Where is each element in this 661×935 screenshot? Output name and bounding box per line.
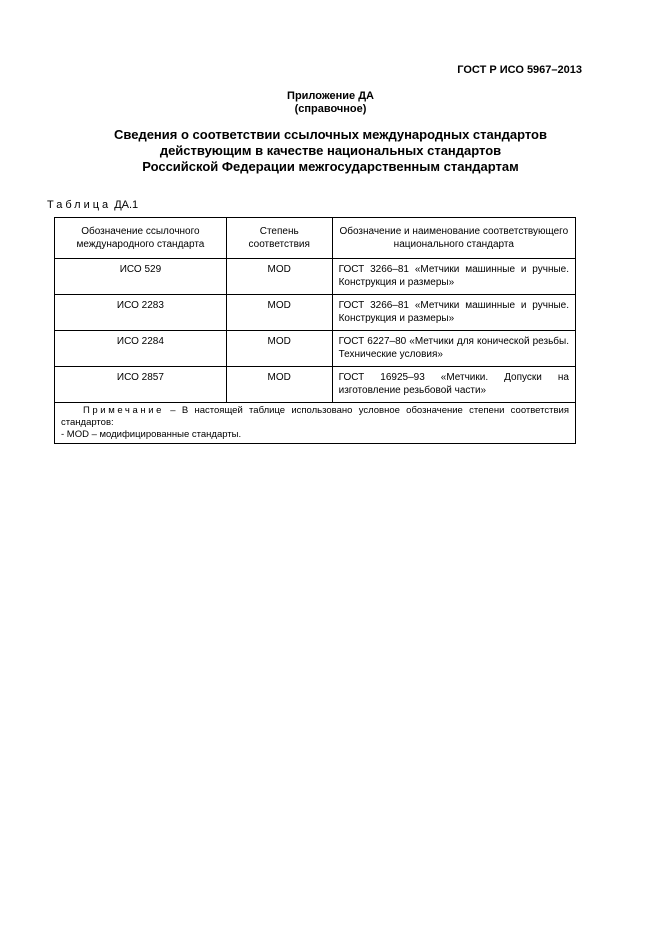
note-text bbox=[61, 405, 569, 429]
cell-international-standard: ИСО 2283 bbox=[55, 295, 227, 331]
column-header-degree: Степень соответствия bbox=[226, 218, 332, 259]
table-caption-number: ДА.1 bbox=[114, 199, 139, 211]
table-caption bbox=[47, 199, 138, 211]
column-header-national: Обозначение и наименование соответствующего национального стандарта bbox=[332, 218, 575, 259]
table-row bbox=[55, 295, 576, 331]
cell-national-standard: ГОСТ 3266–81 «Метчики машинные и ручные. Конструкция и размеры» bbox=[332, 295, 575, 331]
column-header-international: Обозначение ссылочного международного стандарта bbox=[55, 218, 227, 259]
table-note-row bbox=[55, 403, 576, 444]
cell-international-standard: ИСО 2284 bbox=[55, 331, 227, 367]
cell-degree: MOD bbox=[226, 295, 332, 331]
cell-national-standard: ГОСТ 6227–80 «Метчики для конической резьбы. Технические условия» bbox=[332, 331, 575, 367]
annex-subtitle: (справочное) bbox=[294, 103, 367, 115]
annex-title-block bbox=[0, 90, 661, 116]
cell-degree: MOD bbox=[226, 259, 332, 295]
cell-national-standard: ГОСТ 16925–93 «Метчики. Допуски на изготовление резьбовой части» bbox=[332, 367, 575, 403]
note-body: – В настоящей таблице использовано условное обозначение степени соответствия стандартов: bbox=[61, 405, 569, 428]
standards-table bbox=[54, 217, 576, 444]
cell-national-standard: ГОСТ 3266–81 «Метчики машинные и ручные. Конструкция и размеры» bbox=[332, 259, 575, 295]
document-code: ГОСТ Р ИСО 5967–2013 bbox=[457, 64, 582, 76]
heading-line-3: Российской Федерации межгосударственным стандартам bbox=[142, 159, 519, 174]
table-note bbox=[55, 403, 576, 444]
note-label: Примечание bbox=[83, 405, 164, 416]
table-row bbox=[55, 259, 576, 295]
cell-degree: MOD bbox=[226, 331, 332, 367]
table-row bbox=[55, 331, 576, 367]
main-heading bbox=[0, 127, 661, 175]
table-row bbox=[55, 367, 576, 403]
note-item: - MOD – модифицированные стандарты. bbox=[61, 429, 242, 440]
cell-international-standard: ИСО 2857 bbox=[55, 367, 227, 403]
table-caption-word: Таблица bbox=[47, 199, 112, 211]
annex-title: Приложение ДА bbox=[287, 90, 374, 102]
cell-degree: MOD bbox=[226, 367, 332, 403]
heading-line-2: действующим в качестве национальных стандартов bbox=[159, 143, 502, 158]
table-header-row bbox=[55, 218, 576, 259]
heading-line-1: Сведения о соответствии ссылочных международных стандартов bbox=[114, 127, 547, 142]
cell-international-standard: ИСО 529 bbox=[55, 259, 227, 295]
